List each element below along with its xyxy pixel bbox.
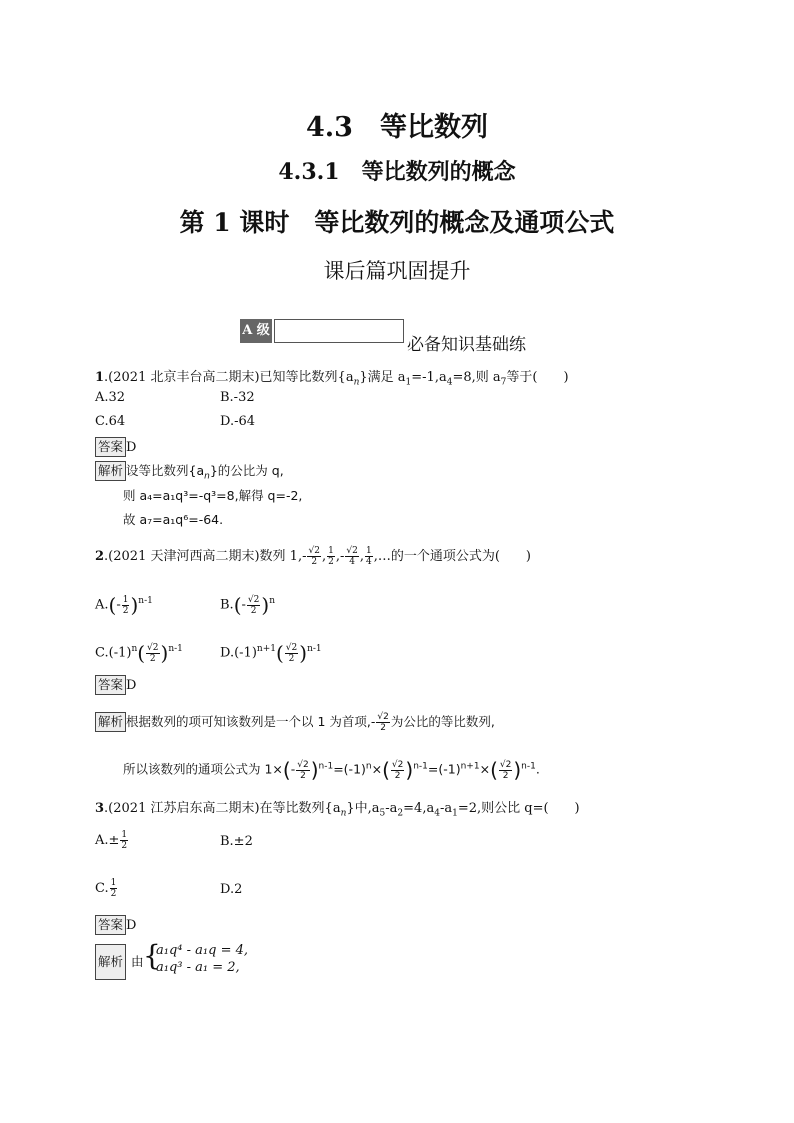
answer-row	[95, 915, 136, 935]
question-number: 1	[95, 370, 105, 385]
solution-line: 所以该数列的通项公式为 1×(- $\frac{√2}{2}$ )$^{n-1}=(-1)^n\times$( $\frac{√2}{2}$ )$^{n-1}=(-1)^{n+1}\times$( $\frac{√2}{2}$ )$^{n-1}$.	[123, 758, 540, 782]
level-text: 必备知识基础练	[407, 335, 526, 355]
question-source: .(2021 天津河西高二期末)	[104, 549, 260, 564]
question-2-stem: 2.(2021 天津河西高二期末)数列 1,- $\frac{√2}{2}$ , $\frac{1}{2}$ ,- $\frac{√2}{4}$ , $\frac{1}{4}$ ,…的一个通项公式为( )	[95, 546, 531, 567]
equation-2: a₁q³ - a₁ = 2,	[156, 960, 240, 975]
option-d: $D.(-1)^{n+1}$( $\frac{√2}{2}$ )$^{n-1}$	[220, 641, 322, 665]
option-c: C.64	[95, 414, 126, 429]
option-d: D.2	[220, 882, 243, 897]
level-badge: A 级	[240, 319, 272, 343]
answer-tag: 答案	[95, 437, 126, 457]
fraction: $\frac{√2}{4}$	[346, 546, 358, 567]
fraction: $\frac{1}{2}$	[328, 546, 334, 567]
question-number: 3	[95, 801, 105, 816]
fraction: $\frac{√2}{2}$	[308, 546, 320, 567]
option-a: A.(- $\frac{1}{2}$ )$^{n-1}$	[95, 593, 153, 617]
analysis-tag: 解析	[95, 944, 126, 980]
solution-line: 故 a₇=a₁q⁶=-64.	[123, 512, 224, 527]
answer-row	[95, 675, 136, 695]
question-source: .(2021 北京丰台高二期末)	[104, 370, 260, 385]
solution-line: 解析 根据数列的项可知该数列是一个以 1 为首项,- $\frac{√2}{2}$ 为公比的等比数列,	[95, 712, 495, 733]
answer-tag: 答案	[95, 675, 126, 695]
question-1-stem: 1.(2021 北京丰台高二期末)已知等比数列$\{a_n\}$满足 $a_1=-1,a_4=8$,则 $a_7$等于( )	[95, 370, 569, 388]
fraction: $\frac{1}{4}$	[365, 546, 372, 567]
question-source: .(2021 江苏启东高二期末)	[104, 801, 260, 816]
brace-symbol: {	[143, 939, 161, 972]
solution-prefix: 由	[131, 954, 144, 969]
solution-line: 则 a₄=a₁q³=-q³=8,解得 q=-2,	[123, 488, 303, 503]
option-a: A.± $\frac{1}{2}$	[95, 830, 128, 851]
option-b: B.±2	[220, 834, 253, 849]
option-b: B.-32	[220, 390, 255, 405]
solution-line: 解析 设等比数列$\{a_n\}$的公比为 q,	[95, 461, 284, 482]
subsection-title: 4.3.1 等比数列的概念	[278, 159, 516, 185]
answer-tag: 答案	[95, 915, 126, 935]
option-a: A.32	[95, 390, 126, 405]
option-c: C. $\frac{1}{2}$	[95, 878, 117, 899]
option-d: D.-64	[220, 414, 256, 429]
section-title: 4.3 等比数列	[306, 112, 488, 143]
practice-title: 课后篇巩固提升	[323, 259, 471, 283]
question-3-stem: 3.(2021 江苏启东高二期末)在等比数列$\{a_n\}$中$,a_5-a_2=4,a_4-a_1=2$,则公比 q=( )	[95, 801, 580, 819]
question-number: 2	[95, 549, 105, 564]
analysis-tag: 解析	[95, 712, 126, 732]
answer-value: D	[126, 678, 137, 693]
lesson-title: 第 1 课时 等比数列的概念及通项公式	[179, 208, 615, 237]
analysis-tag: 解析	[95, 461, 126, 481]
answer-value: D	[126, 440, 137, 455]
equation-1: a₁q⁴ - a₁q = 4,	[156, 943, 248, 958]
answer-value: D	[126, 918, 137, 933]
answer-row	[95, 437, 136, 457]
option-c: $C.(-1)^n$( $\frac{√2}{2}$ )$^{n-1}$	[95, 641, 183, 665]
option-b: B.(- $\frac{√2}{2}$ )$^n$	[220, 593, 275, 617]
level-box	[274, 319, 404, 343]
